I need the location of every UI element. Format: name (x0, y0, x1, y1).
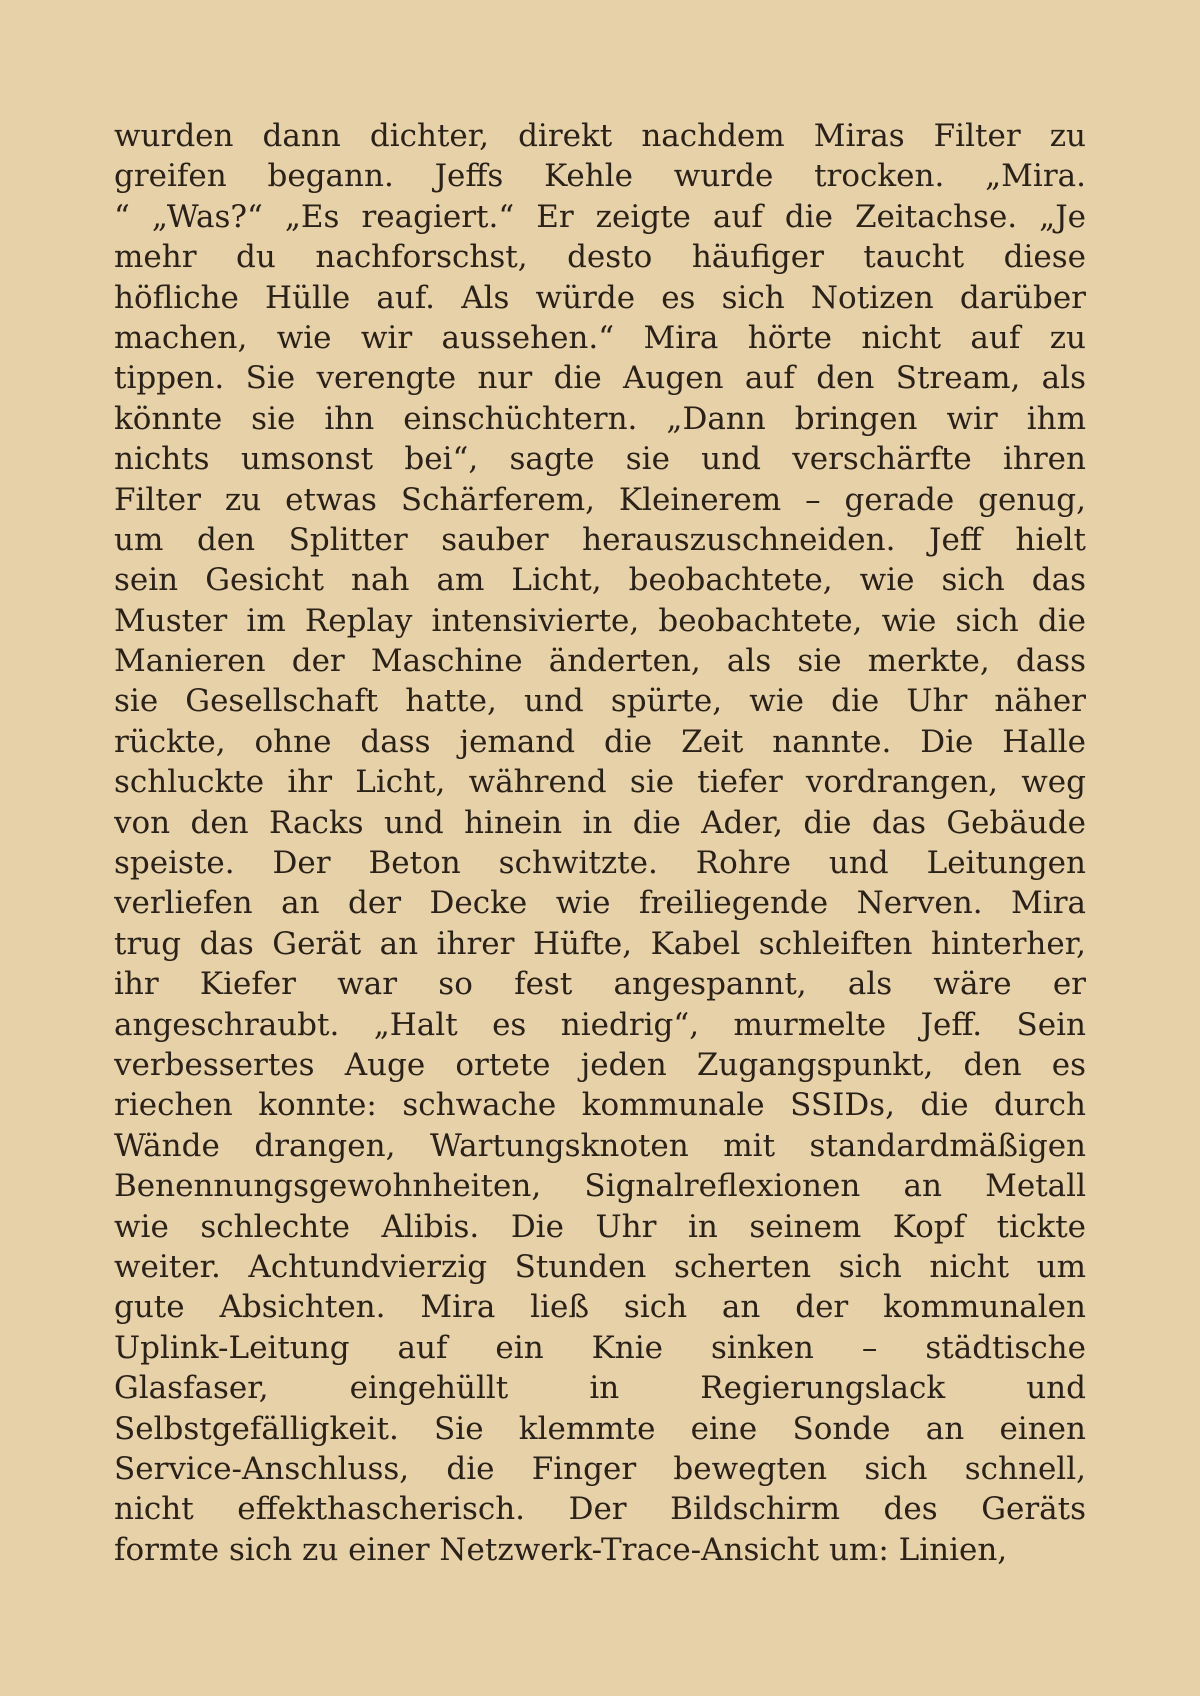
text-line: Selbstgefälligkeit. Sie klemmte eine Sonde an einen (114, 1410, 1086, 1447)
text-line: nichts umsonst bei“, sagte sie und verschärfte ihren (114, 441, 1086, 478)
text-line: mehr du nachforschst, desto häufiger taucht diese (114, 239, 1086, 276)
text-line: greifen begann. Jeffs Kehle wurde trocken. „Mira. (114, 158, 1086, 195)
text-line: verliefen an der Decke wie freiliegende Nerven. Mira (114, 885, 1086, 922)
text-line: Service-Anschluss, die Finger bewegten sich schnell, (114, 1450, 1086, 1487)
text-line: Wände drangen, Wartungsknoten mit standardmäßigen (114, 1127, 1086, 1164)
text-line: Filter zu etwas Schärferem, Kleinerem – gerade genug, (114, 481, 1086, 518)
text-line: höfliche Hülle auf. Als würde es sich Notizen darüber (114, 279, 1086, 316)
text-line: formte sich zu einer Netzwerk-Trace-Ansicht um: Linien, (114, 1531, 1008, 1568)
text-line: Manieren der Maschine änderten, als sie merkte, dass (114, 643, 1086, 680)
body-text (114, 116, 1086, 1570)
text-line: tippen. Sie verengte nur die Augen auf den Stream, als (114, 360, 1086, 397)
text-line: riechen konnte: schwache kommunale SSIDs, die durch (114, 1087, 1086, 1124)
text-line: Muster im Replay intensivierte, beobachtete, wie sich die (114, 602, 1086, 639)
text-line: angeschraubt. „Halt es niedrig“, murmelte Jeff. Sein (114, 1006, 1086, 1043)
text-line: trug das Gerät an ihrer Hüfte, Kabel schleiften hinterher, (114, 925, 1086, 962)
text-line: Uplink-Leitung auf ein Knie sinken – städtische (114, 1329, 1086, 1366)
text-line: “ „Was?“ „Es reagiert.“ Er zeigte auf die Zeitachse. „Je (114, 198, 1086, 235)
text-line: ihr Kiefer war so fest angespannt, als wäre er (114, 966, 1086, 1003)
text-line: machen, wie wir aussehen.“ Mira hörte nicht auf zu (114, 319, 1086, 356)
text-line: wurden dann dichter, direkt nachdem Miras Filter zu (114, 118, 1086, 154)
text-line: um den Splitter sauber herauszuschneiden. Jeff hielt (114, 521, 1086, 558)
text-line: sein Gesicht nah am Licht, beobachtete, wie sich das (114, 562, 1086, 599)
text-line: gute Absichten. Mira ließ sich an der kommunalen (114, 1289, 1086, 1326)
text-line: von den Racks und hinein in die Ader, die das Gebäude (114, 804, 1086, 841)
text-line: Benennungsgewohnheiten, Signalreflexionen an Metall (114, 1168, 1086, 1205)
text-line: speiste. Der Beton schwitzte. Rohre und Leitungen (114, 845, 1086, 882)
text-line: wie schlechte Alibis. Die Uhr in seinem Kopf tickte (114, 1208, 1086, 1245)
text-line: rückte, ohne dass jemand die Zeit nannte. Die Halle (114, 723, 1086, 760)
text-line: sie Gesellschaft hatte, und spürte, wie die Uhr näher (114, 683, 1086, 720)
text-line: könnte sie ihn einschüchtern. „Dann bringen wir ihm (114, 400, 1086, 437)
text-line: nicht effekthascherisch. Der Bildschirm des Geräts (114, 1491, 1086, 1528)
text-line: schluckte ihr Licht, während sie tiefer vordrangen, weg (114, 764, 1086, 801)
text-line: verbessertes Auge ortete jeden Zugangspunkt, den es (114, 1046, 1086, 1083)
text-line: Glasfaser, eingehüllt in Regierungslack und (114, 1370, 1086, 1407)
text-line: weiter. Achtundvierzig Stunden scherten sich nicht um (114, 1248, 1086, 1285)
